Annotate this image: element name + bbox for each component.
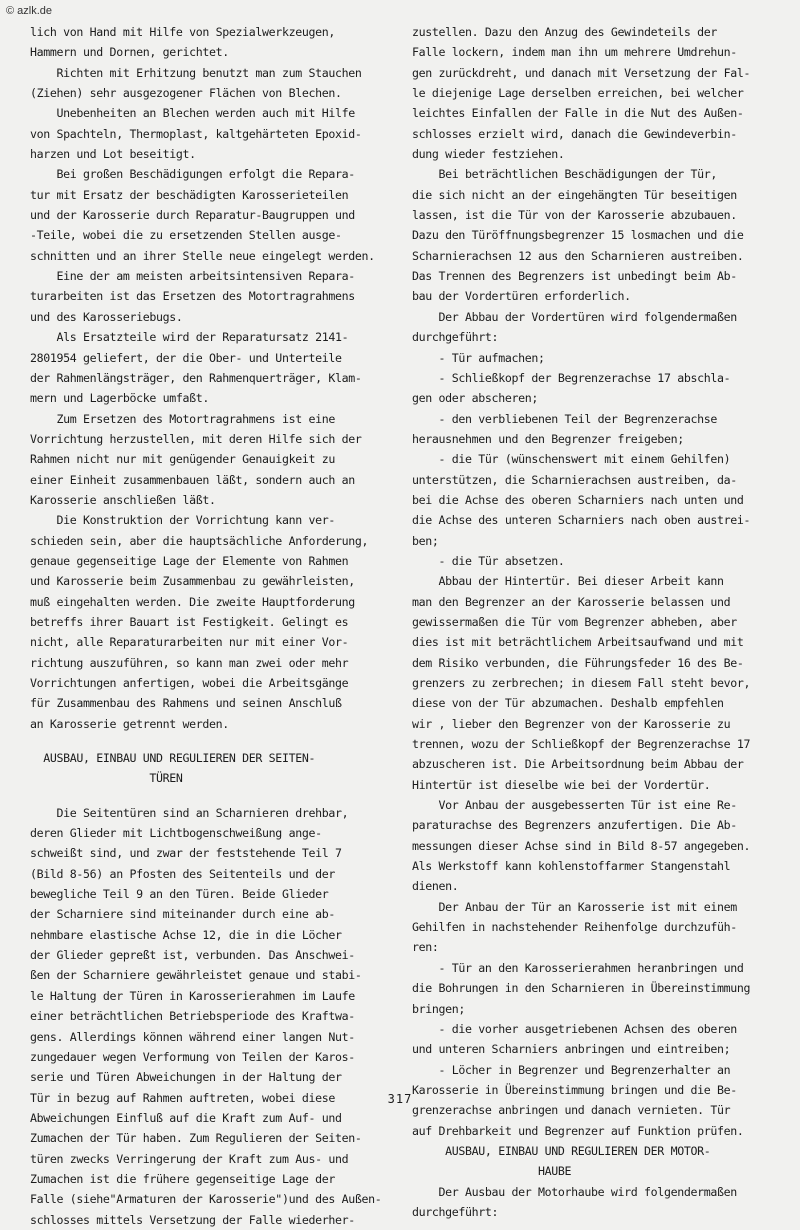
text-line: und unteren Scharniers anbringen und eintreiben; bbox=[412, 1042, 731, 1057]
text-line: schieden sein, aber die hauptsächliche Anforderung, bbox=[30, 533, 369, 548]
text-line: ben; bbox=[412, 533, 439, 548]
text-line: diese von der Tür abzumachen. Deshalb empfehlen bbox=[412, 696, 724, 711]
text-line: schnitten und an ihrer Stelle neue eingelegt werden. bbox=[30, 248, 375, 263]
text-line: muß eingehalten werden. Die zweite Hauptforderung bbox=[30, 594, 355, 609]
text-line: nicht, alle Reparaturarbeiten nur mit einer Vor- bbox=[30, 635, 349, 650]
text-line: Karosserie anschließen läßt. bbox=[30, 492, 216, 507]
text-line: -Teile, wobei die zu ersetzenden Stellen ausge- bbox=[30, 228, 342, 243]
text-line: Vorrichtung herzustellen, mit deren Hilfe sich der bbox=[30, 431, 362, 446]
text-line: abzuscheren ist. Die Arbeitsordnung beim Abbau der bbox=[412, 757, 744, 772]
text-line: dienen. bbox=[412, 879, 459, 894]
text-line: zungedauer wegen Verformung von Teilen der Karos- bbox=[30, 1049, 355, 1064]
text-line: Als Werkstoff kann kohlenstoffarmer Stangenstahl bbox=[412, 859, 731, 874]
text-line: einer beträchtlichen Betriebsperiode des Kraftwa- bbox=[30, 1009, 355, 1024]
text-line: Hintertür ist dieselbe wie bei der Vordertür. bbox=[412, 777, 711, 792]
text-line: zustellen. Dazu den Anzug des Gewindeteils der bbox=[412, 25, 717, 39]
text-line: genaue gegenseitige Lage der Elemente von Rahmen bbox=[30, 553, 349, 568]
text-line: dung wieder festziehen. bbox=[412, 147, 565, 162]
text-line: - den verbliebenen Teil der Begrenzerachse bbox=[412, 411, 717, 426]
text-line: durchgeführt: bbox=[412, 330, 499, 345]
text-line: Rahmen nicht nur mit genügender Genauigkeit zu bbox=[30, 452, 335, 467]
text-line: Falle lockern, indem man ihn um mehrere Umdrehun- bbox=[412, 45, 737, 60]
text-line: (Ziehen) sehr ausgezogener Flächen von Blechen. bbox=[30, 86, 342, 101]
text-line: paraturachse des Begrenzers anzufertigen. Die Ab- bbox=[412, 818, 737, 833]
text-line: Eine der am meisten arbeitsintensiven Repara- bbox=[30, 269, 355, 284]
text-line: - die Tür absetzen. bbox=[412, 553, 565, 568]
text-line: lassen, ist die Tür von der Karosserie abzubauen. bbox=[412, 208, 737, 223]
text-line: ßen der Scharniere gewährleistet genaue und stabi- bbox=[30, 968, 362, 983]
text-line: Die Konstruktion der Vorrichtung kann ver- bbox=[30, 513, 335, 528]
text-line: und des Karosseriebugs. bbox=[30, 309, 183, 324]
text-line: Scharnierachsen 12 aus den Scharnieren austreiben. bbox=[412, 248, 744, 263]
text-line: ren: bbox=[412, 940, 439, 955]
text-line: der Scharniere sind miteinander durch eine ab- bbox=[30, 907, 335, 922]
text-line: von Spachteln, Thermoplast, kaltgehärteten Epoxid- bbox=[30, 126, 362, 141]
text-line: Unebenheiten an Blechen werden auch mit Hilfe bbox=[30, 106, 355, 121]
text-line: harzen und Lot beseitigt. bbox=[30, 147, 196, 162]
text-line: le diejenige Lage derselben erreichen, bei welcher bbox=[412, 86, 744, 101]
text-line: türen zwecks Verringerung der Kraft zum Aus- und bbox=[30, 1151, 349, 1166]
text-line: - die Tür (wünschenswert mit einem Gehilfen) bbox=[412, 452, 731, 467]
text-line: und Karosserie beim Zusammenbau zu gewährleisten, bbox=[30, 574, 355, 589]
text-line: bei die Achse des oberen Scharniers nach unten und bbox=[412, 492, 744, 507]
text-line: trennen, wozu der Schließkopf der Begrenzerachse 17 bbox=[412, 737, 751, 752]
text-line: Hammern und Dornen, gerichtet. bbox=[30, 45, 229, 60]
text-line: - Tür an den Karosserierahmen heranbringen und bbox=[412, 960, 744, 975]
text-line: Als Ersatzteile wird der Reparatursatz 2141- bbox=[30, 330, 349, 345]
text-line: Abbau der Hintertür. Bei dieser Arbeit kann bbox=[412, 574, 724, 589]
text-line: AUSBAU, EINBAU UND REGULIEREN DER SEITEN- bbox=[30, 751, 316, 766]
text-line: an Karosserie getrennt werden. bbox=[30, 716, 229, 731]
text-line: Richten mit Erhitzung benutzt man zum Stauchen bbox=[30, 65, 362, 80]
text-line: die Achse des unteren Scharniers nach oben austrei- bbox=[412, 513, 751, 528]
text-line: Die Seitentüren sind an Scharnieren drehbar, bbox=[30, 805, 349, 820]
text-line: Der Ausbau der Motorhaube wird folgendermaßen bbox=[412, 1184, 737, 1199]
text-line: Das Trennen des Begrenzers ist unbedingt beim Ab- bbox=[412, 269, 737, 284]
text-line: tur mit Ersatz der beschädigten Karosserieteilen bbox=[30, 187, 349, 202]
text-line: leichtes Einfallen der Falle in die Nut des Außen- bbox=[412, 106, 744, 121]
text-line: Bei beträchtlichen Beschädigungen der Tür, bbox=[412, 167, 717, 182]
text-line: Vor Anbau der ausgebesserten Tür ist eine Re- bbox=[412, 798, 737, 813]
text-line: Karosserie in Übereinstimmung bringen und die Be- bbox=[412, 1082, 737, 1097]
text-line: dem Risiko verbunden, die Führungsfeder 16 des Be- bbox=[412, 655, 744, 670]
text-line: nehmbare elastische Achse 12, die in die Löcher bbox=[30, 927, 342, 942]
text-line: richtung auszuführen, so kann man zwei oder mehr bbox=[30, 655, 349, 670]
text-line: Zum Ersetzen des Motortragrahmens ist eine bbox=[30, 411, 335, 426]
left-text-column bbox=[30, 22, 402, 1230]
text-line: herausnehmen und den Begrenzer freigeben; bbox=[412, 431, 684, 446]
text-line: Vorrichtungen anfertigen, wobei die Arbeitsgänge bbox=[30, 676, 349, 690]
text-line: schlosses erzielt wird, danach die Gewindeverbin- bbox=[412, 126, 737, 141]
text-line bbox=[30, 789, 402, 803]
text-line: der Rahmenlängsträger, den Rahmenquerträger, Klam- bbox=[30, 370, 362, 385]
watermark: © azlk.de bbox=[6, 5, 53, 17]
text-line: Der Anbau der Tür an Karosserie ist mit einem bbox=[412, 899, 737, 914]
text-line: für Zusammenbau des Rahmens und seinen Anschluß bbox=[30, 696, 342, 711]
text-line: einer Einheit zusammenbauen läßt, sondern auch an bbox=[30, 472, 355, 487]
text-line: grenzerachse anbringen und danach vernieten. Tür bbox=[412, 1103, 731, 1118]
text-line: betreffs ihrer Bauart ist Festigkeit. Gelingt es bbox=[30, 614, 349, 629]
text-line: bewegliche Teil 9 an den Türen. Beide Glieder bbox=[30, 887, 329, 902]
text-line: Dazu den Türöffnungsbegrenzer 15 losmachen und die bbox=[412, 228, 744, 243]
text-line: bau der Vordertüren erforderlich. bbox=[412, 289, 631, 304]
text-line: deren Glieder mit Lichtbogenschweißung ange- bbox=[30, 826, 322, 841]
text-line: Zumachen der Tür haben. Zum Regulieren der Seiten- bbox=[30, 1131, 362, 1146]
text-line: gen zurückdreht, und danach mit Versetzung der Fal- bbox=[412, 65, 751, 80]
text-line: le Haltung der Türen in Karosserierahmen im Laufe bbox=[30, 988, 355, 1003]
text-line: schlosses mittels Versetzung der Falle wiederher- bbox=[30, 1212, 355, 1227]
text-line: der Glieder gepreßt ist, verbunden. Das Anschwei- bbox=[30, 948, 355, 963]
text-line: grenzers zu zerbrechen; in diesem Fall steht bevor, bbox=[412, 676, 751, 690]
text-line: durchgeführt: bbox=[412, 1204, 499, 1219]
text-line: bringen; bbox=[412, 1001, 466, 1016]
text-line: Abweichungen Einfluß auf die Kraft zum Auf- und bbox=[30, 1110, 342, 1125]
text-line: AUSBAU, EINBAU UND REGULIEREN DER MOTOR- bbox=[412, 1143, 711, 1158]
right-text-column bbox=[412, 22, 792, 1222]
text-line: die sich nicht an der eingehängten Tür beseitigen bbox=[412, 187, 737, 202]
page-number: 317 bbox=[387, 1092, 413, 1106]
text-line bbox=[30, 734, 402, 748]
text-line: messungen dieser Achse sind in Bild 8-57 angegeben. bbox=[412, 838, 751, 853]
text-line: gewissermaßen die Tür vom Begrenzer abheben, aber bbox=[412, 614, 737, 629]
text-line: mern und Lagerböcke umfaßt. bbox=[30, 391, 210, 406]
text-line: die Bohrungen in den Scharnieren in Übereinstimmung bbox=[412, 981, 751, 996]
text-line: dies ist mit beträchtlichem Arbeitsaufwand und mit bbox=[412, 635, 744, 650]
text-line: Falle (siehe"Armaturen der Karosserie")und des Außen- bbox=[30, 1192, 382, 1207]
text-line: Bei großen Beschädigungen erfolgt die Repara- bbox=[30, 167, 355, 182]
text-line: - Schließkopf der Begrenzerachse 17 abschla- bbox=[412, 370, 731, 385]
text-line: TÜREN bbox=[30, 771, 183, 786]
text-line: serie und Türen Abweichungen in der Haltung der bbox=[30, 1070, 342, 1085]
text-line: Der Abbau der Vordertüren wird folgendermaßen bbox=[412, 309, 737, 324]
text-line: Tür in bezug auf Rahmen auftreten, wobei diese bbox=[30, 1090, 335, 1105]
text-line: wir , lieber den Begrenzer von der Karosserie zu bbox=[412, 716, 731, 731]
text-line: Gehilfen in nachstehender Reihenfolge durchzufüh- bbox=[412, 920, 737, 935]
text-line: man den Begrenzer an der Karosserie belassen und bbox=[412, 594, 731, 609]
text-line: unterstützen, die Scharnierachsen austreiben, da- bbox=[412, 472, 737, 487]
text-line: und der Karosserie durch Reparatur-Baugruppen und bbox=[30, 208, 355, 223]
text-line: HAUBE bbox=[412, 1164, 572, 1179]
text-line: Zumachen ist die frühere gegenseitige Lage der bbox=[30, 1171, 335, 1186]
text-line: (Bild 8-56) an Pfosten des Seitenteils und der bbox=[30, 866, 335, 881]
text-line: - Tür aufmachen; bbox=[412, 350, 545, 365]
text-line: lich von Hand mit Hilfe von Spezialwerkzeugen, bbox=[30, 25, 335, 39]
text-line: gen oder abscheren; bbox=[412, 391, 538, 406]
text-line: schweißt sind, und zwar der feststehende Teil 7 bbox=[30, 846, 342, 861]
text-line: gens. Allerdings können während einer langen Nut- bbox=[30, 1029, 355, 1044]
text-line: 2801954 geliefert, der die Ober- und Unterteile bbox=[30, 350, 342, 365]
text-line: turarbeiten ist das Ersetzen des Motortragrahmens bbox=[30, 289, 355, 304]
text-line: - Löcher in Begrenzer und Begrenzerhalter an bbox=[412, 1062, 731, 1077]
text-line: auf Drehbarkeit und Begrenzer auf Funktion prüfen. bbox=[412, 1123, 744, 1138]
text-line: - die vorher ausgetriebenen Achsen des oberen bbox=[412, 1021, 737, 1036]
